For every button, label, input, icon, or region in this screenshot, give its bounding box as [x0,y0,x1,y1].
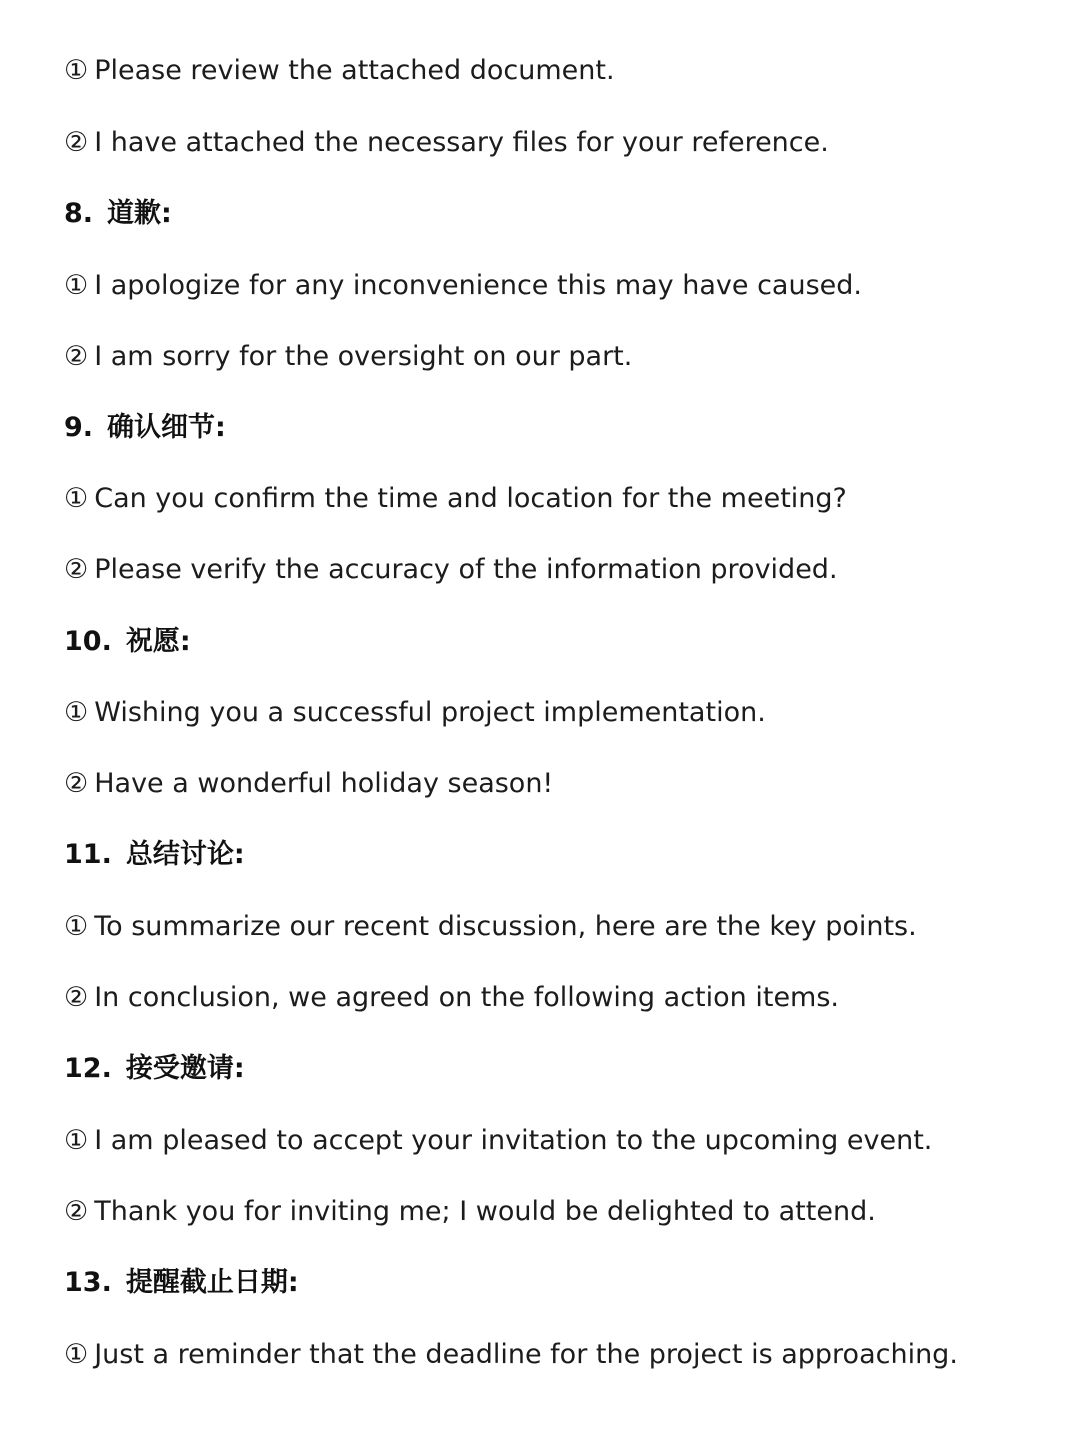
line-0 [64,53,615,89]
line-10 [64,766,553,802]
phrase-text: Have a wonderful holiday season! [94,768,554,799]
list-marker: ② [64,127,89,158]
list-marker: ① [64,697,89,728]
section-title: 祝愿: [125,626,191,657]
list-marker: ① [64,483,89,514]
line-13 [64,980,839,1016]
phrase-text: To summarize our recent discussion, here are the key points. [94,911,917,942]
section-title: 总结讨论: [125,839,245,870]
section-number: 13. [64,1267,112,1298]
list-marker: ① [64,1125,89,1156]
phrase-text: I am sorry for the oversight on our part. [94,341,633,372]
list-marker: ① [64,270,89,301]
section-number: 9. [64,412,94,443]
list-marker: ① [64,911,89,942]
list-marker: ② [64,768,89,799]
line-9 [64,695,766,731]
section-heading [64,624,191,660]
section-heading [64,837,245,873]
line-6 [64,481,847,517]
phrase-text: I apologize for any inconvenience this may have caused. [94,270,862,301]
section-number: 11. [64,839,112,870]
section-title: 接受邀请: [125,1053,245,1084]
list-marker: ② [64,341,89,372]
list-marker: ② [64,982,89,1013]
section-number: 10. [64,626,112,657]
line-7 [64,552,838,588]
phrase-text: I am pleased to accept your invitation to the upcoming event. [94,1125,933,1156]
phrase-text: Please verify the accuracy of the information provided. [94,554,838,585]
line-16 [64,1194,876,1230]
list-marker: ② [64,1196,89,1227]
section-heading [64,410,226,446]
line-3 [64,268,862,304]
line-1 [64,125,829,161]
phrase-text: Please review the attached document. [94,55,615,86]
section-heading [64,1051,245,1087]
list-marker: ① [64,55,89,86]
section-heading [64,1265,299,1301]
section-number: 12. [64,1053,112,1084]
phrase-text: Wishing you a successful project implementation. [94,697,766,728]
list-marker: ① [64,1339,89,1370]
phrase-text: Can you confirm the time and location for the meeting? [94,483,847,514]
list-marker: ② [64,554,89,585]
line-4 [64,339,632,375]
section-title: 提醒截止日期: [125,1267,299,1298]
phrase-text: In conclusion, we agreed on the following action items. [94,982,839,1013]
section-heading [64,196,172,232]
section-number: 8. [64,198,94,229]
line-15 [64,1123,932,1159]
section-title: 确认细节: [107,412,226,443]
phrase-text: I have attached the necessary files for your reference. [94,127,829,158]
phrase-text: Just a reminder that the deadline for the project is approaching. [94,1339,958,1370]
line-18 [64,1337,958,1373]
section-title: 道歉: [107,198,172,229]
line-12 [64,909,917,945]
phrase-text: Thank you for inviting me; I would be delighted to attend. [94,1196,876,1227]
